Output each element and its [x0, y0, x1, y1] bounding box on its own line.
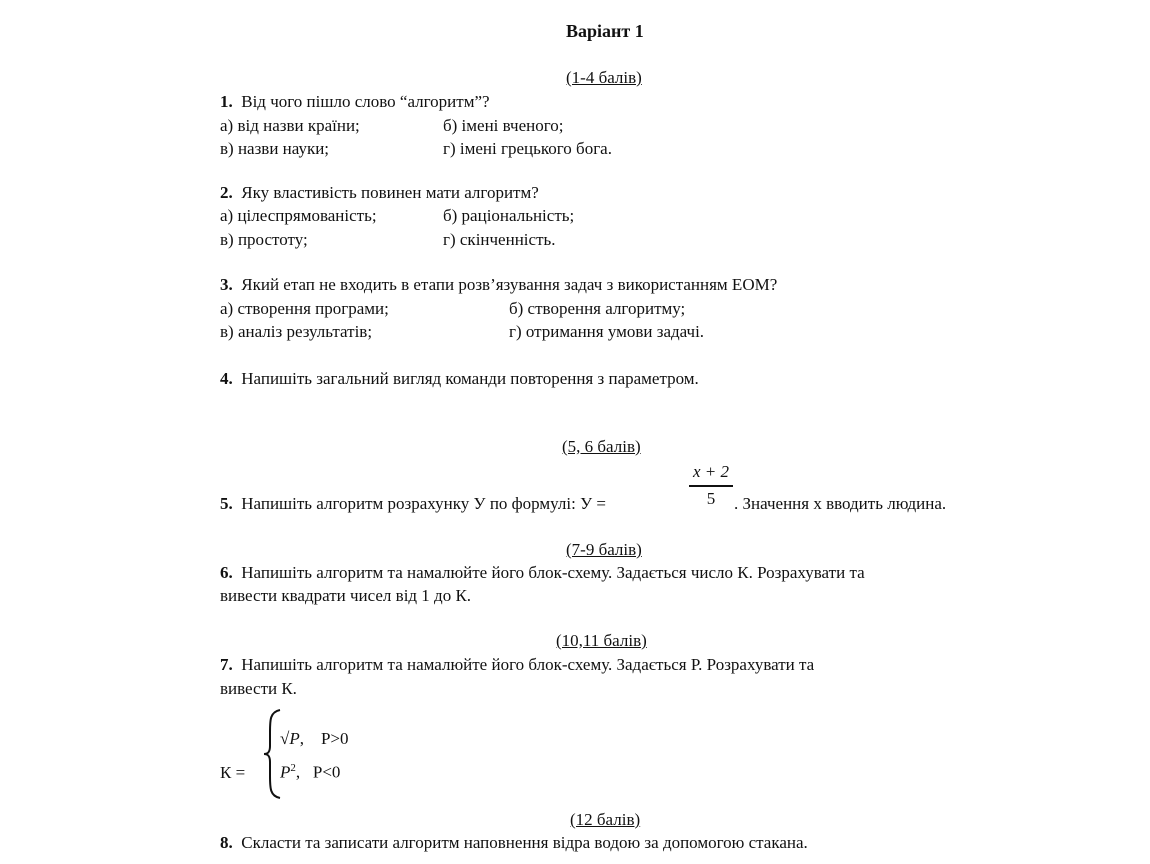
section-header-5-6: (5, 6 балів) — [562, 437, 641, 456]
question-3 — [220, 275, 777, 295]
question-number: 3. — [220, 275, 233, 294]
q2-option-b: б) раціональність; — [443, 206, 575, 225]
case-1-condition: P>0 — [320, 729, 349, 748]
question-text: Напишіть загальний вигляд команди повторення з параметром. — [241, 369, 699, 388]
q1-option-c: в) назви науки; — [220, 139, 330, 158]
q1-option-b: б) імені вченого; — [443, 116, 564, 135]
q2-option-d: г) скінченність. — [443, 230, 556, 249]
question-text: Яку властивість повинен мати алгоритм? — [241, 183, 539, 202]
question-8 — [220, 833, 808, 853]
question-text-line-1: Напишіть алгоритм та намалюйте його блок-схему. Задається Р. Розрахувати та — [241, 655, 815, 674]
q2-option-a: а) цілеспрямованість; — [220, 206, 377, 225]
question-text: Скласти та записати алгоритм наповнення відра водою за допомогою стакана. — [241, 833, 808, 852]
q1-option-a: а) від назви країни; — [220, 116, 360, 135]
fraction-bar — [689, 485, 733, 487]
q3-option-b: б) створення алгоритму; — [509, 299, 686, 318]
question-7 — [220, 655, 814, 675]
q3-option-c: в) аналіз результатів; — [220, 322, 373, 341]
power-base: P — [280, 762, 291, 782]
question-number: 6. — [220, 563, 233, 582]
formula-lhs: К = — [220, 763, 246, 782]
power-exponent: 2 — [290, 762, 296, 774]
question-2 — [220, 183, 539, 203]
fraction-denominator: 5 — [706, 489, 716, 508]
question-text-line-1: Напишіть алгоритм та намалюйте його блок-схему. Задається число К. Розрахувати та — [241, 563, 865, 582]
question-number: 2. — [220, 183, 233, 202]
section-header-10-11: (10,11 балів) — [556, 631, 647, 650]
sqrt-expression: √P — [280, 729, 300, 748]
question-number: 4. — [220, 369, 233, 388]
question-4 — [220, 369, 699, 389]
page-title: Варіант 1 — [566, 21, 644, 41]
q3-option-d: г) отримання умови задачі. — [509, 322, 705, 341]
question-number: 1. — [220, 92, 233, 111]
question-6-line-2: вивести квадрати чисел від 1 до К. — [220, 586, 472, 605]
section-header-12: (12 балів) — [570, 810, 641, 829]
q1-option-d: г) імені грецького бога. — [443, 139, 612, 158]
question-number: 8. — [220, 833, 233, 852]
fraction-numerator: x + 2 — [692, 462, 730, 481]
left-brace-icon — [262, 708, 282, 800]
q2-option-c: в) простоту; — [220, 230, 308, 249]
case-2-condition: P<0 — [312, 762, 341, 782]
question-5-tail: . Значення х вводить людина. — [734, 494, 947, 513]
case-1: √P, P>0 — [280, 729, 349, 748]
question-text: Від чого пішло слово “алгоритм”? — [241, 92, 490, 111]
case-2: $P^2$, P<0 — [280, 762, 341, 782]
question-1 — [220, 92, 490, 112]
section-header-7-9: (7-9 балів) — [566, 540, 642, 559]
section-header-1-4: (1-4 балів) — [566, 68, 642, 87]
question-number: 7. — [220, 655, 233, 674]
question-5 — [220, 494, 606, 514]
question-text: Напишіть алгоритм розрахунку У по формулі: У = — [241, 494, 606, 513]
question-6 — [220, 563, 865, 583]
question-number: 5. — [220, 494, 233, 513]
q3-option-a: а) створення програми; — [220, 299, 389, 318]
question-text: Який етап не входить в етапи розв’язування задач з використанням ЕОМ? — [241, 275, 778, 294]
question-7-line-2: вивести К. — [220, 679, 297, 698]
